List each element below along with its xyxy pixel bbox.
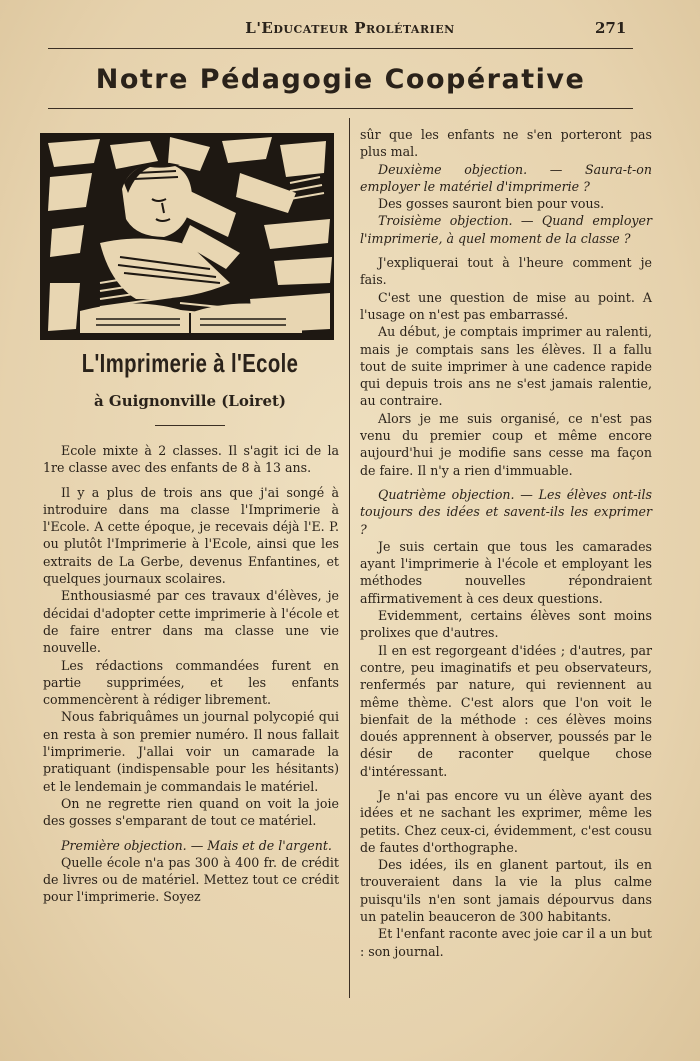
running-title: L'Educateur Prolétarien — [245, 19, 455, 37]
page-number: 271 — [595, 19, 627, 37]
objection-paragraph: Première objection. — Mais et de l'argent. — [61, 837, 332, 853]
paragraph: Je n'ai pas encore vu un élève ayant des idées et ne sachant les exprimer, même les petits. Chez ceux-ci, évidemment, c'est cousu de fautes d'orthographe. — [360, 787, 652, 855]
paragraph: Quelle école n'a pas 300 à 400 fr. de crédit de livres ou de matériel. Mettez tout ce crédit pour l'imprimerie. Soyez — [43, 854, 339, 905]
paragraph: Enthousiasmé par ces travaux d'élèves, je décidai d'adopter cette imprimerie à l'école et de faire entrer dans ma classe une vie nouvelle. — [43, 588, 339, 656]
paragraph: Des idées, ils en glanent partout, ils en trouveraient dans la vie la plus calme puisqu'ils n'en sont jamais dépourvus dans un patelin beauceron de 300 habitants. — [360, 857, 652, 925]
objection-paragraph: Quatrième objection. — Les élèves ont-ils toujours des idées et savent-ils les exprimer ? — [360, 486, 652, 537]
article-title: L'Imprimerie à l'Ecole — [81, 348, 299, 378]
paragraph: Il y a plus de trois ans que j'ai songé à introduire dans ma classe l'Imprimerie à l'Ecole. A cette époque, je recevais déjà l'E. P. ou plutôt l'Imprimerie à l'Ecole, ainsi que les extraits de La Gerbe, devenus Enfantines, et quelques journaux scolaires. — [43, 484, 339, 587]
section-title: Notre Pédagogie Coopérative — [95, 64, 586, 95]
article-subtitle: à Guignonville (Loiret) — [93, 392, 287, 410]
right-column — [360, 126, 652, 960]
paragraph: sûr que les enfants ne s'en porteront pas plus mal. — [360, 127, 652, 160]
left-column — [43, 442, 339, 906]
paragraph: Je suis certain que tous les camarades ayant l'imprimerie à l'école et employant les méthodes nouvelles répondraient affirmativement à ces deux questions. — [360, 538, 652, 606]
paragraph: Les rédactions commandées furent en partie supprimées, et les enfants commencèrent à rédiger librement. — [43, 657, 339, 708]
paragraph: Au début, je comptais imprimer au ralenti, mais je comptais sans les élèves. Il a fallu tout de suite imprimer à une cadence rapide qui depuis trois ans ne s'est jamais ralentie, au contraire. — [360, 324, 652, 409]
header-rule-top — [48, 48, 633, 49]
paragraph: On ne regrette rien quand on voit la joie des gosses s'emparant de tout ce matériel. — [43, 795, 339, 829]
paragraph: Evidemment, certains élèves sont moins prolixes que d'autres. — [360, 608, 652, 641]
objection-paragraph: Deuxième objection. — Saura-t-on employer le matériel d'imprimerie ? — [360, 161, 652, 194]
paragraph: Des gosses sauront bien pour vous. — [378, 196, 605, 212]
paragraph: Alors je me suis organisé, ce n'est pas venu du premier coup et même encore aujourd'hui je modifie sans cesse ma façon de faire. Il n'y a rien d'immuable. — [360, 410, 652, 478]
woodcut-illustration — [40, 133, 334, 340]
title-rule — [155, 425, 225, 426]
paragraph: Nous fabriquâmes un journal polycopié qui en resta à son premier numéro. Il nous fallait l'imprimerie. J'allai voir un camarade la pratiquant (indispensable pour les hésitants) et le lendemain je commandais le matériel. — [43, 709, 339, 794]
paragraph: Ecole mixte à 2 classes. Il s'agit ici de la 1re classe avec des enfants de 8 à 13 ans. — [43, 443, 339, 476]
paragraph: Il en est regorgeant d'idées ; d'autres, par contre, peu imaginatifs et peu observateurs, renfermés par nature, qui reviennent au même thème. C'est alors que l'on voit le bienfait de la méthode : ces élèves moins doués apprennent à observer, poussés par le désir de raconter quelque chose d'intéressant. — [360, 642, 652, 779]
objection-paragraph: Troisième objection. — Quand employer l'imprimerie, à quel moment de la classe ? — [360, 213, 652, 246]
column-divider — [349, 118, 350, 998]
header-rule-bottom — [48, 108, 633, 109]
paragraph: C'est une question de mise au point. A l'usage on n'est pas embarrassé. — [360, 289, 652, 322]
paragraph: Et l'enfant raconte avec joie car il a un but : son journal. — [360, 926, 652, 959]
paragraph: J'expliquerai tout à l'heure comment je fais. — [360, 255, 652, 288]
